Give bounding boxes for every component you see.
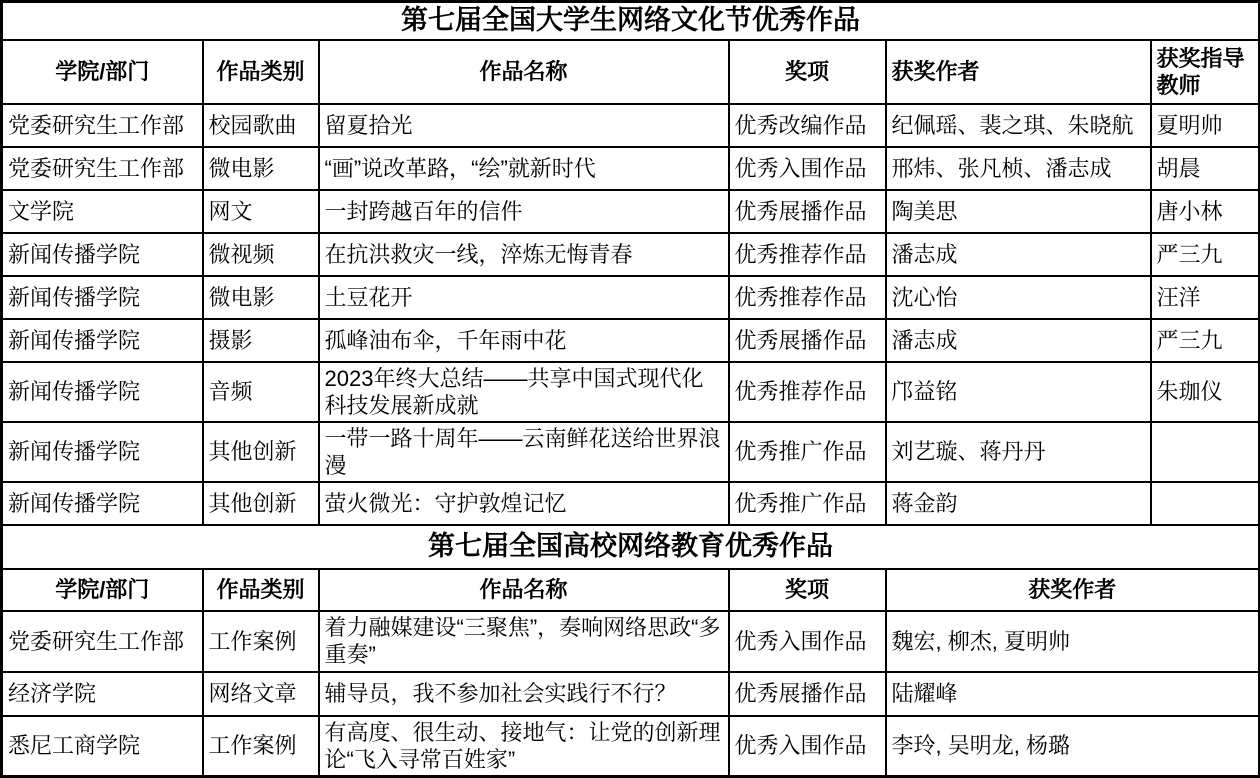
cell-work-title: 萤火微光：守护敦煌记忆 — [319, 482, 729, 525]
table-row — [2, 147, 1260, 190]
header-category: 作品类别 — [203, 569, 319, 611]
cell-work-title: 孤峰油布伞，千年雨中花 — [319, 319, 729, 362]
table-row — [2, 611, 1260, 672]
header-award: 奖项 — [729, 40, 886, 104]
cell-work-title: 辅导员，我不参加社会实践行不行？ — [319, 672, 729, 716]
cell-authors: 李玲, 吴明龙, 杨璐 — [886, 716, 1260, 777]
cell-authors: 刘艺璇、蒋丹丹 — [886, 422, 1151, 482]
header-authors: 获奖作者 — [886, 569, 1260, 611]
cell-category: 摄影 — [203, 319, 319, 362]
cell-instructor: 朱珈仪 — [1151, 362, 1260, 422]
table-header-row — [2, 40, 1260, 104]
cell-department: 党委研究生工作部 — [2, 104, 203, 147]
cell-authors: 魏宏, 柳杰, 夏明帅 — [886, 611, 1260, 672]
cell-work-title: “画”说改革路，“绘”就新时代 — [319, 147, 729, 190]
cell-category: 音频 — [203, 362, 319, 422]
cell-category: 网文 — [203, 190, 319, 233]
table-row — [2, 233, 1260, 276]
table-row — [2, 319, 1260, 362]
cell-award: 优秀推荐作品 — [729, 233, 886, 276]
table-row — [2, 190, 1260, 233]
cell-instructor: 胡晨 — [1151, 147, 1260, 190]
cell-award: 优秀入围作品 — [729, 716, 886, 777]
cell-category: 微电影 — [203, 276, 319, 319]
table-header-row — [2, 569, 1260, 611]
table-row — [2, 422, 1260, 482]
cell-authors: 潘志成 — [886, 319, 1151, 362]
cell-department: 新闻传播学院 — [2, 362, 203, 422]
header-award: 奖项 — [729, 569, 886, 611]
cell-work-title: 一封跨越百年的信件 — [319, 190, 729, 233]
cell-category: 校园歌曲 — [203, 104, 319, 147]
cell-instructor — [1151, 482, 1260, 525]
header-authors: 获奖作者 — [886, 40, 1151, 104]
table-row — [2, 482, 1260, 525]
cell-instructor: 夏明帅 — [1151, 104, 1260, 147]
table-row — [2, 2, 1260, 40]
cell-award: 优秀展播作品 — [729, 672, 886, 716]
header-category: 作品类别 — [203, 40, 319, 104]
cell-award: 优秀推荐作品 — [729, 276, 886, 319]
cell-work-title: 土豆花开 — [319, 276, 729, 319]
cell-authors: 沈心怡 — [886, 276, 1151, 319]
cell-award: 优秀改编作品 — [729, 104, 886, 147]
cell-award: 优秀展播作品 — [729, 190, 886, 233]
cell-authors: 潘志成 — [886, 233, 1151, 276]
cell-authors: 陆耀峰 — [886, 672, 1260, 716]
table-row — [2, 672, 1260, 716]
cell-authors: 邢炜、张凡桢、潘志成 — [886, 147, 1151, 190]
cell-award: 优秀入围作品 — [729, 147, 886, 190]
cell-department: 悉尼工商学院 — [2, 716, 203, 777]
cell-work-title: 2023年终大总结——共享中国式现代化科技发展新成就 — [319, 362, 729, 422]
cell-instructor: 唐小林 — [1151, 190, 1260, 233]
cell-authors: 纪佩瑶、裴之琪、朱晓航 — [886, 104, 1151, 147]
cell-category: 网络文章 — [203, 672, 319, 716]
cell-work-title: 着力融媒建设“三聚焦”，奏响网络思政“多重奏” — [319, 611, 729, 672]
cell-category: 工作案例 — [203, 716, 319, 777]
cell-award: 优秀推荐作品 — [729, 362, 886, 422]
cell-department: 新闻传播学院 — [2, 233, 203, 276]
header-work-title: 作品名称 — [319, 40, 729, 104]
cell-work-title: 在抗洪救灾一线，淬炼无悔青春 — [319, 233, 729, 276]
cell-instructor — [1151, 422, 1260, 482]
header-department: 学院/部门 — [2, 569, 203, 611]
cell-authors: 陶美思 — [886, 190, 1151, 233]
cell-work-title: 有高度、很生动、接地气：让党的创新理论“飞入寻常百姓家” — [319, 716, 729, 777]
header-department: 学院/部门 — [2, 40, 203, 104]
cell-award: 优秀展播作品 — [729, 319, 886, 362]
cell-department: 党委研究生工作部 — [2, 611, 203, 672]
section2-title: 第七届全国高校网络教育优秀作品 — [2, 525, 1260, 569]
cell-department: 新闻传播学院 — [2, 276, 203, 319]
table-row — [2, 276, 1260, 319]
cell-work-title: 一带一路十周年——云南鲜花送给世界浪漫 — [319, 422, 729, 482]
header-instructor: 获奖指导教师 — [1151, 40, 1260, 104]
cell-category: 微视频 — [203, 233, 319, 276]
cell-instructor: 汪洋 — [1151, 276, 1260, 319]
cell-category: 工作案例 — [203, 611, 319, 672]
cell-department: 新闻传播学院 — [2, 319, 203, 362]
cell-category: 微电影 — [203, 147, 319, 190]
header-work-title: 作品名称 — [319, 569, 729, 611]
table-row — [2, 104, 1260, 147]
table-row — [2, 362, 1260, 422]
cell-instructor: 严三九 — [1151, 319, 1260, 362]
cell-department: 文学院 — [2, 190, 203, 233]
cell-award: 优秀入围作品 — [729, 611, 886, 672]
cell-category: 其他创新 — [203, 482, 319, 525]
table-row — [2, 716, 1260, 777]
cell-authors: 蒋金韵 — [886, 482, 1151, 525]
cell-authors: 邝益铭 — [886, 362, 1151, 422]
cell-work-title: 留夏拾光 — [319, 104, 729, 147]
cell-department: 经济学院 — [2, 672, 203, 716]
cell-department: 新闻传播学院 — [2, 482, 203, 525]
section1-title: 第七届全国大学生网络文化节优秀作品 — [2, 2, 1260, 40]
cell-instructor: 严三九 — [1151, 233, 1260, 276]
cell-department: 新闻传播学院 — [2, 422, 203, 482]
table-row — [2, 525, 1260, 569]
cell-award: 优秀推广作品 — [729, 422, 886, 482]
cell-department: 党委研究生工作部 — [2, 147, 203, 190]
cell-category: 其他创新 — [203, 422, 319, 482]
cell-award: 优秀推广作品 — [729, 482, 886, 525]
